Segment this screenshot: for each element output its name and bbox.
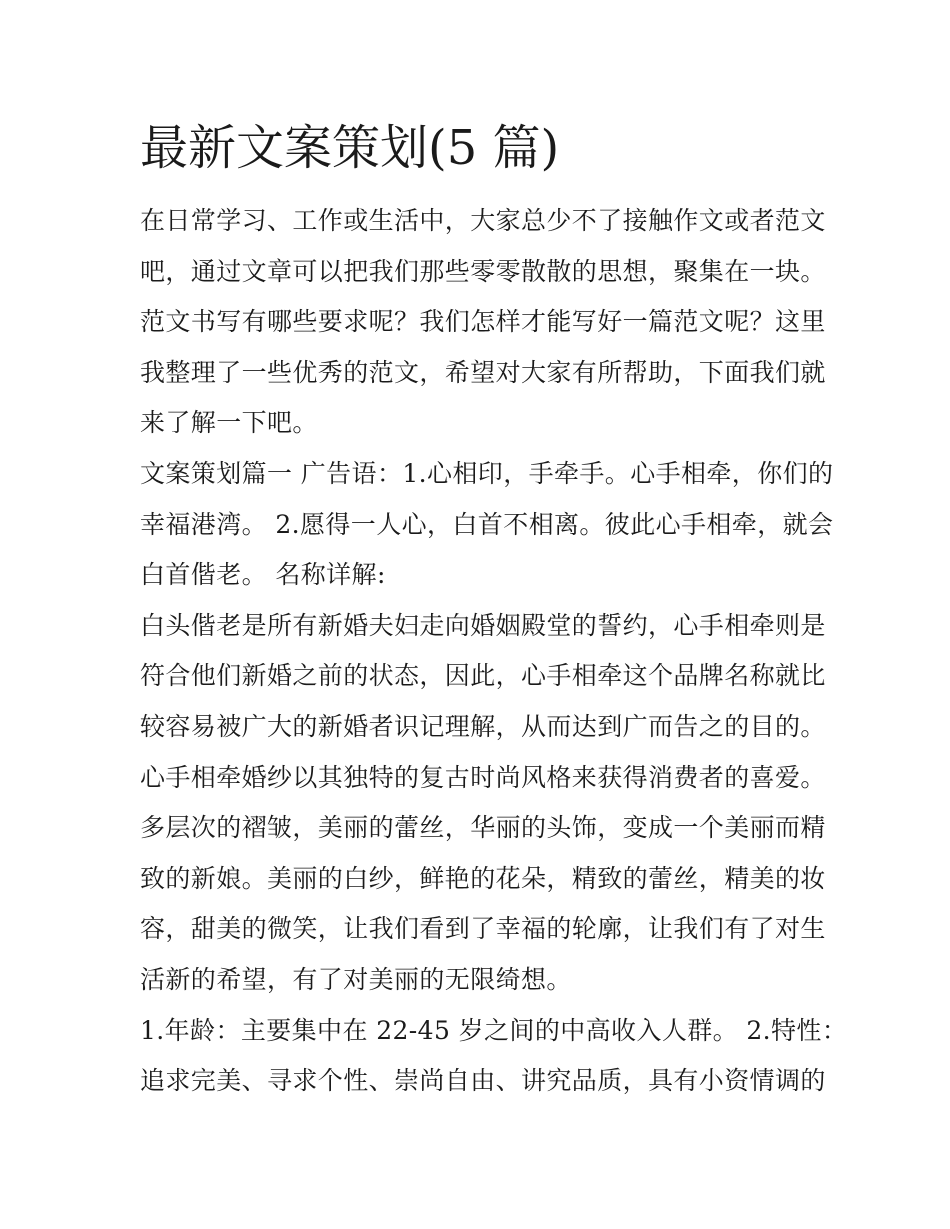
text-line: 心手相牵婚纱以其独特的复古时尚风格来获得消费者的喜爱。 <box>140 762 826 792</box>
text-line: 较容易被广大的新婚者识记理解，从而达到广而告之的目的。 <box>140 711 826 741</box>
text-line: 文案策划篇一 广告语：1.心相印，手牵手。心手相牵，你们的 <box>140 458 834 488</box>
text-line: 致的新娘。美丽的白纱，鲜艳的花朵，精致的蕾丝，精美的妆 <box>140 863 826 893</box>
text-line: 1.年龄：主要集中在 22-45 岁之间的中高收入人群。 2.特性： <box>140 1015 848 1045</box>
text-line: 范文书写有哪些要求呢？我们怎样才能写好一篇范文呢？这里 <box>140 307 826 337</box>
text-line: 符合他们新婚之前的状态，因此，心手相牵这个品牌名称就比 <box>140 661 826 691</box>
text-line: 来了解一下吧。 <box>140 408 318 438</box>
page-title: 最新文案策划(5 篇) <box>140 120 560 176</box>
text-line: 活新的希望，有了对美丽的无限绮想。 <box>140 964 572 994</box>
text-line: 幸福港湾。 2.愿得一人心，白首不相离。彼此心手相牵，就会 <box>140 509 834 539</box>
body-text <box>140 196 848 1107</box>
text-line: 吧，通过文章可以把我们那些零零散散的思想，聚集在一块。 <box>140 256 826 286</box>
text-line: 多层次的褶皱，美丽的蕾丝，华丽的头饰，变成一个美丽而精 <box>140 813 826 843</box>
text-line: 白头偕老是所有新婚夫妇走向婚姻殿堂的誓约，心手相牵则是 <box>140 610 826 640</box>
text-line: 我整理了一些优秀的范文，希望对大家有所帮助，下面我们就 <box>140 357 826 387</box>
text-line: 追求完美、寻求个性、崇尚自由、讲究品质，具有小资情调的 <box>140 1066 826 1096</box>
text-line: 容，甜美的微笑，让我们看到了幸福的轮廓，让我们有了对生 <box>140 914 826 944</box>
text-line: 在日常学习、工作或生活中，大家总少不了接触作文或者范文 <box>140 206 826 235</box>
text-line: 白首偕老。 名称详解: <box>140 560 386 590</box>
